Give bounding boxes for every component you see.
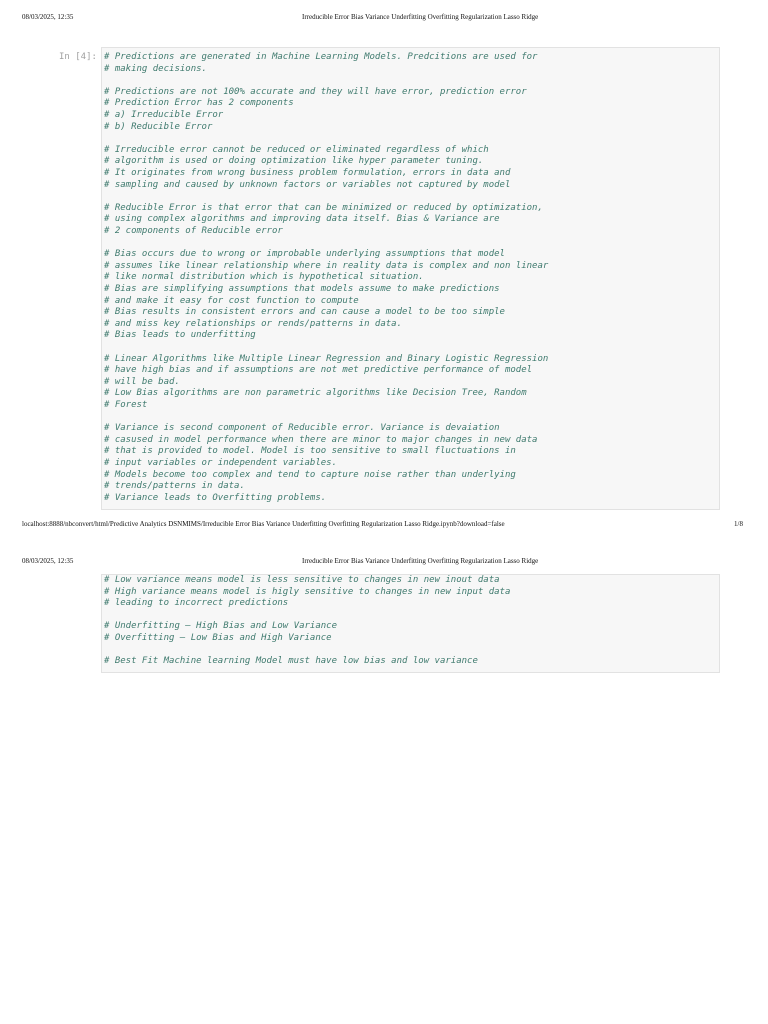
code-line: # algorithm is used or doing optimization like hyper parameter tuning. <box>104 156 484 167</box>
code-line: # assumes like linear relationship where in reality data is complex and non linear <box>104 260 549 271</box>
page1-footer-url: localhost:8888/nbconvert/html/Predictive Analytics DSNMIMS/Irreducible Error Bias Variance Underfitting Overfitting Regularization Lasso Ridge.ipynb?download=false <box>22 520 505 528</box>
code-line: # will be bad. <box>104 376 180 387</box>
code-line: # a) Irreducible Error <box>104 110 224 120</box>
code-line: # Low variance means model is less sensitive to changes in new inout data <box>104 575 500 585</box>
page1-header-datetime: 08/03/2025, 12:35 <box>22 13 74 21</box>
code-line: # Bias leads to underfitting <box>104 330 256 341</box>
code-line: # and make it easy for cost function to compute <box>104 295 359 306</box>
code-line: # Variance leads to Overfitting problems. <box>104 492 327 503</box>
code-line: # Underfitting – High Bias and Low Variance <box>104 621 337 632</box>
code-line: # Bias results in consistent errors and can cause a model to be too simple <box>104 307 505 318</box>
code-line: # that is provided to model. Model is too sensitive to small fluctuations in <box>104 446 516 457</box>
code-line: # using complex algorithms and improving data itself. Bias & Variance are <box>104 214 500 225</box>
code-line: # It originates from wrong business problem formulation, errors in data and <box>104 168 511 178</box>
code-line: # Variance is second component of Reducible error. Variance is devaiation <box>104 423 500 434</box>
code-line: # Predictions are generated in Machine Learning Models. Predcitions are used for <box>104 52 538 62</box>
code-line: # like normal distribution which is hypothetical situation. <box>104 272 424 283</box>
code-line: # have high bias and if assumptions are not met predictive performance of model <box>104 365 533 376</box>
page2-header-title: Irreducible Error Bias Variance Underfitting Overfitting Regularization Lasso Ridge <box>302 557 539 565</box>
code-line: # trends/patterns in data. <box>104 481 245 492</box>
code-line: # leading to incorrect predictions <box>104 598 289 609</box>
code-line: # High variance means model is higly sensitive to changes in new input data <box>104 586 511 597</box>
code-line: # Low Bias algorithms are non parametric algorithms like Decision Tree, Random <box>104 388 527 399</box>
code-line: # Best Fit Machine learning Model must have low bias and low variance <box>104 656 478 667</box>
code-line: # sampling and caused by unknown factors or variables not captured by model <box>104 179 511 190</box>
code-line: # Linear Algorithms like Multiple Linear Regression and Binary Logistic Regression <box>104 353 549 364</box>
code-line: # Irreducible error cannot be reduced or eliminated regardless of which <box>104 144 489 155</box>
code-line: # Forest <box>104 400 148 410</box>
code-line: # Overfitting – Low Bias and High Variance <box>104 633 332 643</box>
code-line: # and miss key relationships or rends/patterns in data. <box>104 318 403 329</box>
code-line: # casused in model performance when there are minor to major changes in new data <box>104 434 538 445</box>
code-line: # Reducible Error is that error that can be minimized or reduced by optimization, <box>104 202 543 213</box>
code-line: # Models become too complex and tend to capture noise rather than underlying <box>104 469 516 480</box>
page2-header-datetime: 08/03/2025, 12:35 <box>22 557 74 565</box>
code-line: # Bias are simplifying assumptions that models assume to make predictions <box>104 284 500 294</box>
code-line: # making decisions. <box>104 63 207 74</box>
code-line: # b) Reducible Error <box>104 121 213 132</box>
code-line: # Prediction Error has 2 components <box>104 98 294 109</box>
code-line: # Bias occurs due to wrong or improbable underlying assumptions that model <box>104 249 505 260</box>
page1-footer-page-number: 1/8 <box>734 520 743 528</box>
page1-header-title: Irreducible Error Bias Variance Underfitting Overfitting Regularization Lasso Ridge <box>302 13 539 21</box>
code-line: # Predictions are not 100% accurate and they will have error, prediction error <box>104 86 527 97</box>
cell-prompt: In [4]: <box>59 52 97 62</box>
code-line: # 2 components of Reducible error <box>104 226 283 236</box>
code-line: # input variables or independent variables. <box>104 458 337 468</box>
